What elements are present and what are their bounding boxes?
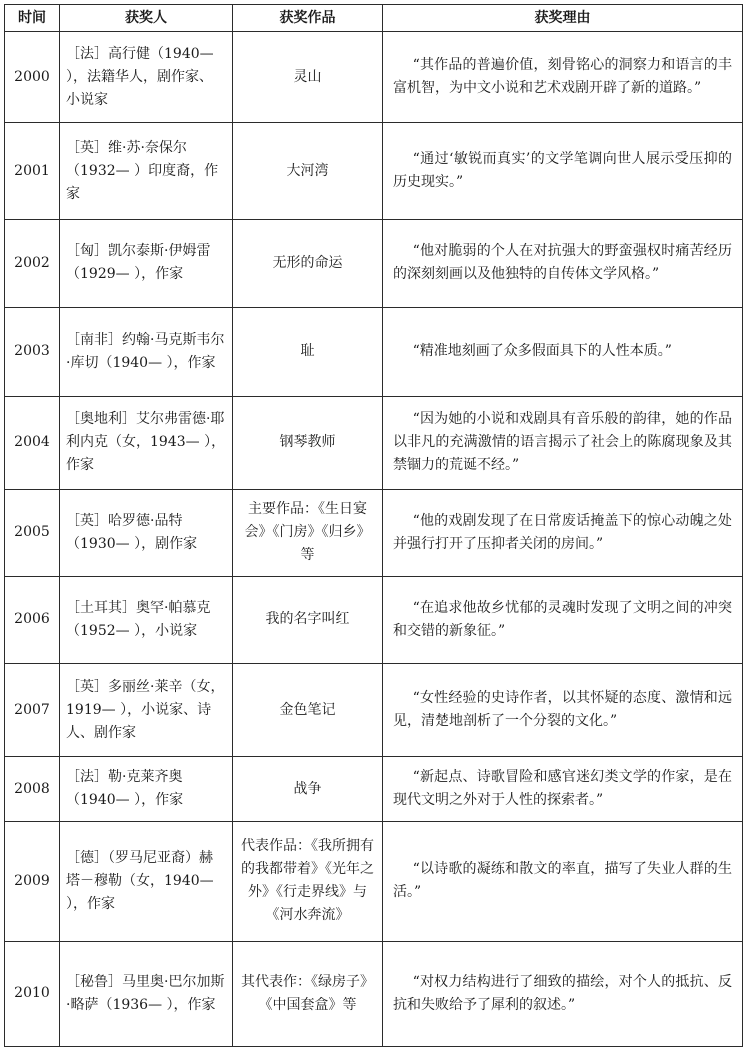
cell-year: 2005 <box>5 489 60 576</box>
cell-reason: “对权力结构进行了细致的描绘，对个人的抵抗、反抗和失败给予了犀利的叙述。” <box>383 941 743 1046</box>
cell-year: 2007 <box>5 664 60 757</box>
cell-winner: ［英］多丽丝·莱辛（女，1919— ），小说家、诗人、剧作家 <box>60 664 233 757</box>
cell-reason: “新起点、诗歌冒险和感官迷幻类文学的作家，是在现代文明之外对于人性的探索者。” <box>383 757 743 822</box>
cell-reason: “精准地刻画了众多假面具下的人性本质。” <box>383 307 743 396</box>
cell-reason: “他对脆弱的个人在对抗强大的野蛮强权时痛苦经历的深刻刻画以及他独特的自传体文学风格。” <box>383 220 743 307</box>
cell-winner: ［奥地利］艾尔弗雷德·耶利内克（女，1943— ），作家 <box>60 396 233 489</box>
cell-winner: ［德］（罗马尼亚裔）赫塔－穆勒（女，1940— ），作家 <box>60 822 233 942</box>
header-year: 时间 <box>5 5 60 32</box>
cell-winner: ［法］高行健（1940— ），法籍华人，剧作家、小说家 <box>60 32 233 123</box>
cell-work: 灵山 <box>233 32 383 123</box>
header-winner: 获奖人 <box>60 5 233 32</box>
cell-winner: ［匈］凯尔泰斯·伊姆雷（1929— ），作家 <box>60 220 233 307</box>
cell-reason: “以诗歌的凝练和散文的率直，描写了失业人群的生活。” <box>383 822 743 942</box>
cell-winner: ［法］勒·克莱齐奥（1940— ），作家 <box>60 757 233 822</box>
cell-work: 无形的命运 <box>233 220 383 307</box>
cell-work: 主要作品：《生日宴会》《门房》《归乡》等 <box>233 489 383 576</box>
cell-reason: “女性经验的史诗作者，以其怀疑的态度、激情和远见，清楚地剖析了一个分裂的文化。” <box>383 664 743 757</box>
cell-year: 2000 <box>5 32 60 123</box>
cell-reason: “在追求他故乡忧郁的灵魂时发现了文明之间的冲突和交错的新象征。” <box>383 576 743 663</box>
cell-year: 2010 <box>5 941 60 1046</box>
cell-winner: ［英］维·苏·奈保尔（1932— ）印度裔，作家 <box>60 123 233 220</box>
cell-work: 耻 <box>233 307 383 396</box>
table-row <box>5 664 743 757</box>
cell-work: 代表作品：《我所拥有的我都带着》《光年之外》《行走界线》与《河水奔流》 <box>233 822 383 942</box>
cell-year: 2001 <box>5 123 60 220</box>
cell-winner: ［英］哈罗德·品特（1930— ），剧作家 <box>60 489 233 576</box>
cell-work: 战争 <box>233 757 383 822</box>
table-row <box>5 941 743 1046</box>
table-row <box>5 220 743 307</box>
table-header-row <box>5 5 743 32</box>
table-row <box>5 576 743 663</box>
cell-winner: ［南非］约翰·马克斯韦尔·库切（1940— ），作家 <box>60 307 233 396</box>
cell-year: 2008 <box>5 757 60 822</box>
cell-work: 钢琴教师 <box>233 396 383 489</box>
header-reason: 获奖理由 <box>383 5 743 32</box>
cell-year: 2002 <box>5 220 60 307</box>
cell-year: 2006 <box>5 576 60 663</box>
cell-reason: “通过‘敏锐而真实’的文学笔调向世人展示受压抑的历史现实。” <box>383 123 743 220</box>
table-row <box>5 307 743 396</box>
nobel-prize-table <box>4 4 743 1047</box>
cell-work: 其代表作：《绿房子》《中国套盒》等 <box>233 941 383 1046</box>
cell-reason: “其作品的普遍价值，刻骨铭心的洞察力和语言的丰富机智，为中文小说和艺术戏剧开辟了新的道路。” <box>383 32 743 123</box>
cell-year: 2004 <box>5 396 60 489</box>
table-row <box>5 757 743 822</box>
cell-winner: ［秘鲁］马里奥·巴尔加斯·略萨（1936— ），作家 <box>60 941 233 1046</box>
cell-reason: “他的戏剧发现了在日常废话掩盖下的惊心动魄之处并强行打开了压抑者关闭的房间。” <box>383 489 743 576</box>
table-row <box>5 123 743 220</box>
nobel-table-container <box>4 4 742 1047</box>
cell-work: 金色笔记 <box>233 664 383 757</box>
table-row <box>5 32 743 123</box>
table-row <box>5 822 743 942</box>
cell-winner: ［土耳其］奥罕·帕慕克（1952— ），小说家 <box>60 576 233 663</box>
cell-work: 我的名字叫红 <box>233 576 383 663</box>
cell-year: 2003 <box>5 307 60 396</box>
cell-work: 大河湾 <box>233 123 383 220</box>
cell-year: 2009 <box>5 822 60 942</box>
table-row <box>5 489 743 576</box>
header-work: 获奖作品 <box>233 5 383 32</box>
table-row <box>5 396 743 489</box>
cell-reason: “因为她的小说和戏剧具有音乐般的韵律，她的作品以非凡的充满激情的语言揭示了社会上的陈腐现象及其禁锢力的荒诞不经。” <box>383 396 743 489</box>
